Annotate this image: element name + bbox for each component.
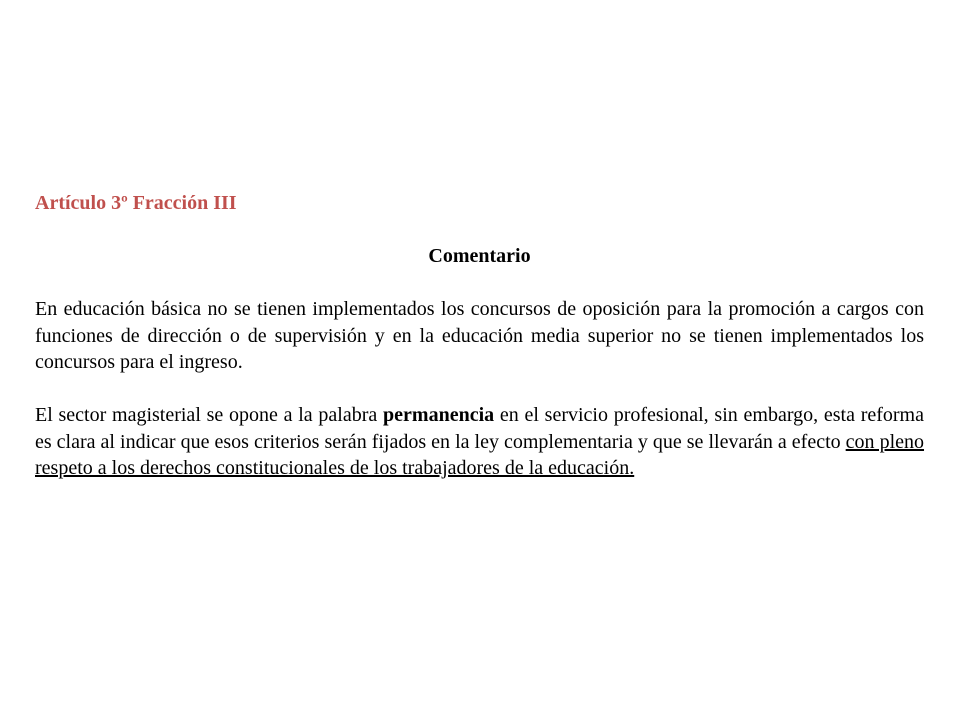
paragraph-basic-education: En educación básica no se tienen implementados los concursos de oposición para la promoción a cargos con funciones de dirección o de supervisión y en la educación media superior no se tienen implementados los concursos para el ingreso. <box>35 298 924 373</box>
paragraph-permanence-intro: El sector magisterial se opone a la palabra <box>35 404 384 426</box>
rights-underlined-text: con pleno respeto a los derechos constitucionales de los trabajadores de la educación. <box>35 430 925 479</box>
comment-subtitle: Comentario <box>428 245 531 267</box>
article-heading: Artículo 3º Fracción III <box>35 192 237 214</box>
permanence-keyword: permanencia <box>383 404 495 426</box>
paragraph-permanence <box>35 402 924 482</box>
paragraph-permanence-body: en el servicio profesional, sin embargo, esta reforma es clara al indicar que esos criterios serán fijados en la ley complementaria y que se llevarán a efecto <box>35 404 924 453</box>
slide-content <box>35 190 924 482</box>
